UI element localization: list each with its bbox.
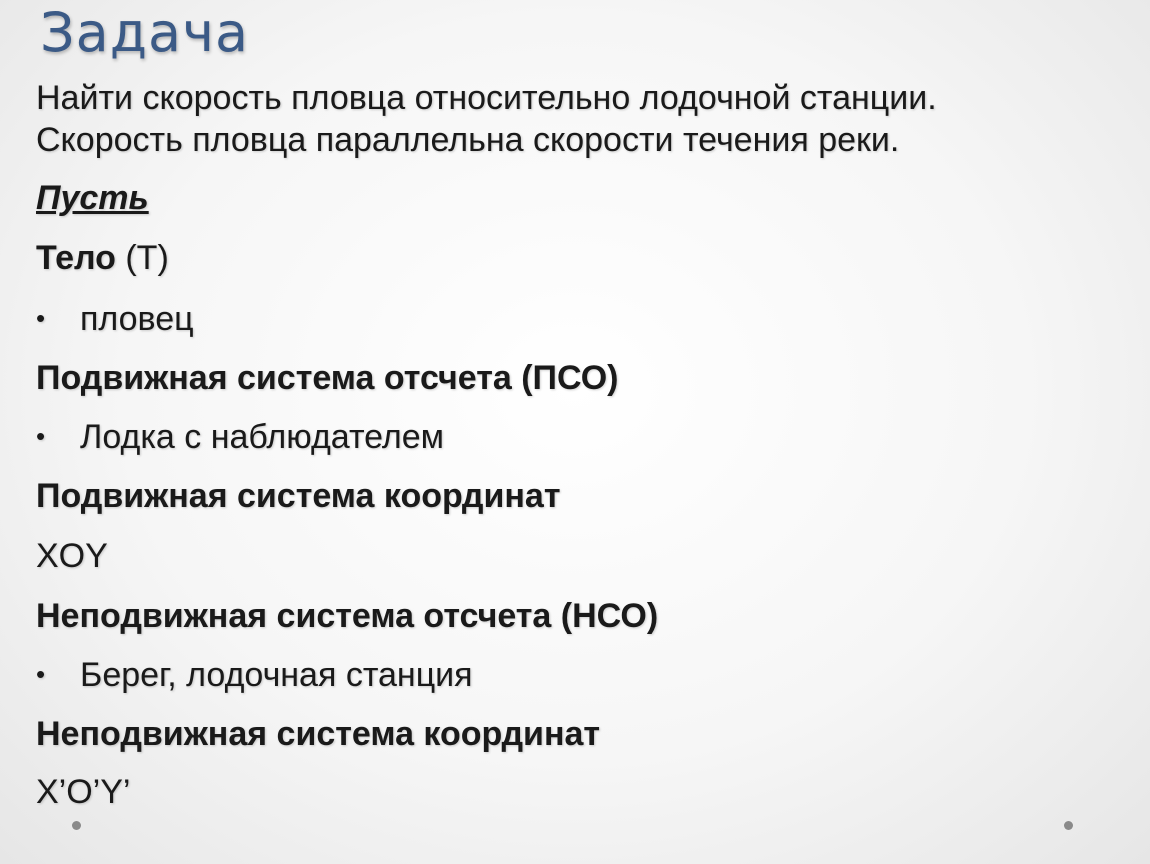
body-item [36, 298, 194, 339]
intro-line-1: Найти скорость пловца относительно лодочной станции. [36, 79, 937, 117]
let-heading: Пусть [36, 179, 149, 217]
fixed-frame-item [36, 654, 473, 695]
moving-frame-item-text: Лодка с наблюдателем [80, 418, 445, 456]
fixed-frame-heading: Неподвижная система отсчета (НСО) [36, 597, 659, 635]
bullet-icon: • [36, 421, 46, 451]
fixed-coords-value: X’O’Y’ [36, 773, 131, 811]
body-label: Тело [36, 239, 116, 277]
bullet-icon: • [36, 303, 46, 333]
moving-coords-heading: Подвижная система координат [36, 477, 561, 515]
moving-frame-heading: Подвижная система отсчета (ПСО) [36, 359, 619, 397]
body-suffix: (Т) [115, 239, 169, 277]
slide-title: Задача [40, 1, 250, 64]
fixed-frame-item-text: Берег, лодочная станция [80, 656, 473, 694]
body-line [36, 238, 169, 278]
moving-frame-item [36, 416, 444, 457]
fixed-coords-heading: Неподвижная система координат [36, 715, 601, 753]
moving-coords-value: XOY [36, 537, 108, 575]
corner-dot-right [1064, 821, 1073, 830]
intro-line-2: Скорость пловца параллельна скорости течения реки. [36, 121, 900, 159]
bullet-icon: • [36, 659, 46, 689]
body-item-text: пловец [80, 300, 194, 338]
corner-dot-left [72, 821, 81, 830]
